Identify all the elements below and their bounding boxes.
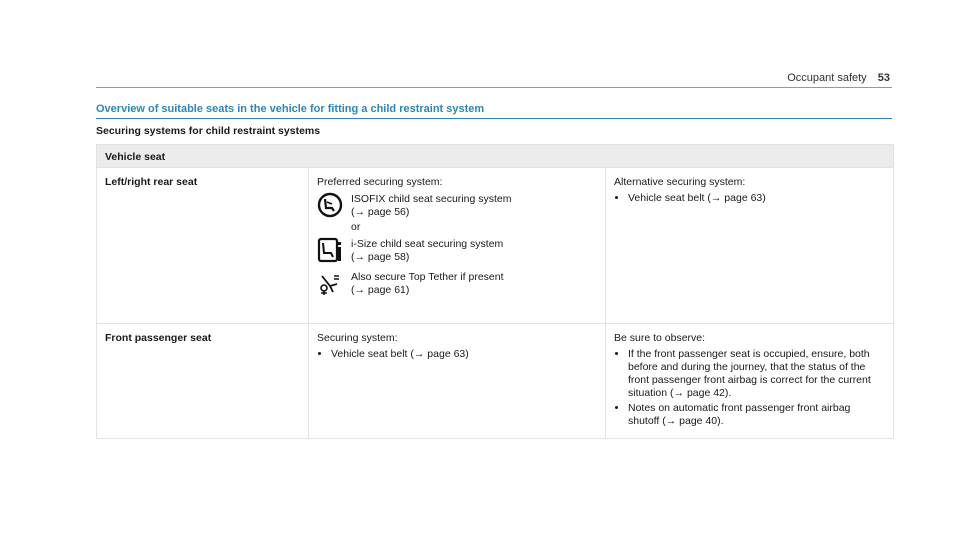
table-row bbox=[97, 323, 893, 438]
observe-list bbox=[614, 348, 883, 428]
running-head bbox=[787, 72, 890, 84]
alternative-label: Alternative securing system: bbox=[614, 176, 746, 188]
seat-cell: Left/right rear seat bbox=[97, 168, 309, 323]
isize-line bbox=[317, 237, 597, 264]
table-caption: Securing systems for child restraint systems bbox=[96, 125, 321, 137]
observe-cell bbox=[606, 324, 891, 438]
isize-ref: (→ page 58) bbox=[351, 251, 410, 263]
seat-cell: Front passenger seat bbox=[97, 324, 309, 438]
table-row bbox=[97, 167, 893, 323]
child-restraint-table bbox=[96, 144, 894, 439]
isize-text: i-Size child seat securing system bbox=[351, 238, 504, 250]
table-header: Vehicle seat bbox=[97, 145, 893, 167]
alternative-list bbox=[614, 192, 883, 205]
isofix-text: ISOFIX child seat securing system bbox=[351, 193, 512, 205]
observe-label: Be sure to observe: bbox=[614, 332, 706, 344]
securing-list bbox=[317, 348, 597, 361]
running-head-title: Occupant safety bbox=[787, 72, 867, 84]
list-item: • Notes on automatic front passenger front airbag shutoff (→ page 40). bbox=[628, 402, 883, 428]
alternative-cell bbox=[606, 168, 891, 323]
isofix-ref: (→ page 56) bbox=[351, 206, 410, 218]
or-text: or bbox=[351, 221, 361, 233]
section-divider bbox=[96, 118, 892, 119]
isofix-line bbox=[317, 192, 597, 219]
list-item: • If the front passenger seat is occupied, ensure, both before and during the journey, that the status of the front passenger front airbag is correct for the current situation (→ page 42). bbox=[628, 348, 883, 400]
isize-icon bbox=[317, 237, 343, 263]
page-number: 53 bbox=[877, 72, 890, 84]
securing-label: Securing system: bbox=[317, 332, 398, 344]
tether-ref: (→ page 61) bbox=[351, 284, 410, 296]
header-divider bbox=[96, 87, 892, 88]
securing-cell bbox=[309, 324, 606, 438]
isofix-icon bbox=[317, 192, 343, 218]
top-tether-icon bbox=[317, 270, 343, 296]
preferred-cell bbox=[309, 168, 606, 323]
section-title: Overview of suitable seats in the vehicle for fitting a child restraint system bbox=[96, 103, 485, 115]
list-item: • Vehicle seat belt (→ page 63) bbox=[628, 192, 883, 205]
list-item: • Vehicle seat belt (→ page 63) bbox=[331, 348, 597, 361]
tether-line bbox=[317, 270, 597, 297]
tether-text: Also secure Top Tether if present bbox=[351, 271, 504, 283]
preferred-label: Preferred securing system: bbox=[317, 176, 443, 188]
